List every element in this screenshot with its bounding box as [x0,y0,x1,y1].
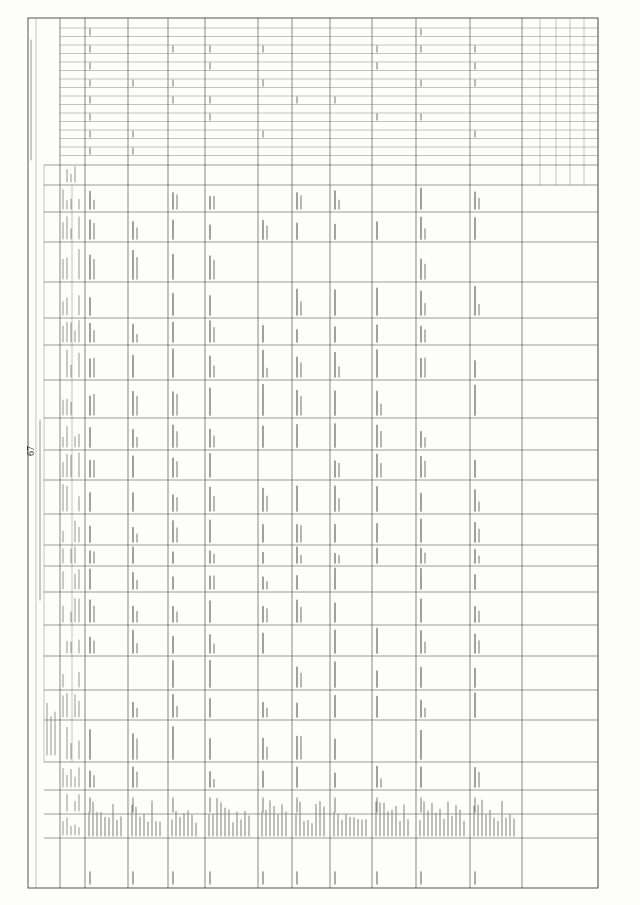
table-grid [36,18,598,888]
table-outer-border [28,18,598,888]
table-cell-contents [31,29,514,884]
page-number: 67 [26,446,37,456]
